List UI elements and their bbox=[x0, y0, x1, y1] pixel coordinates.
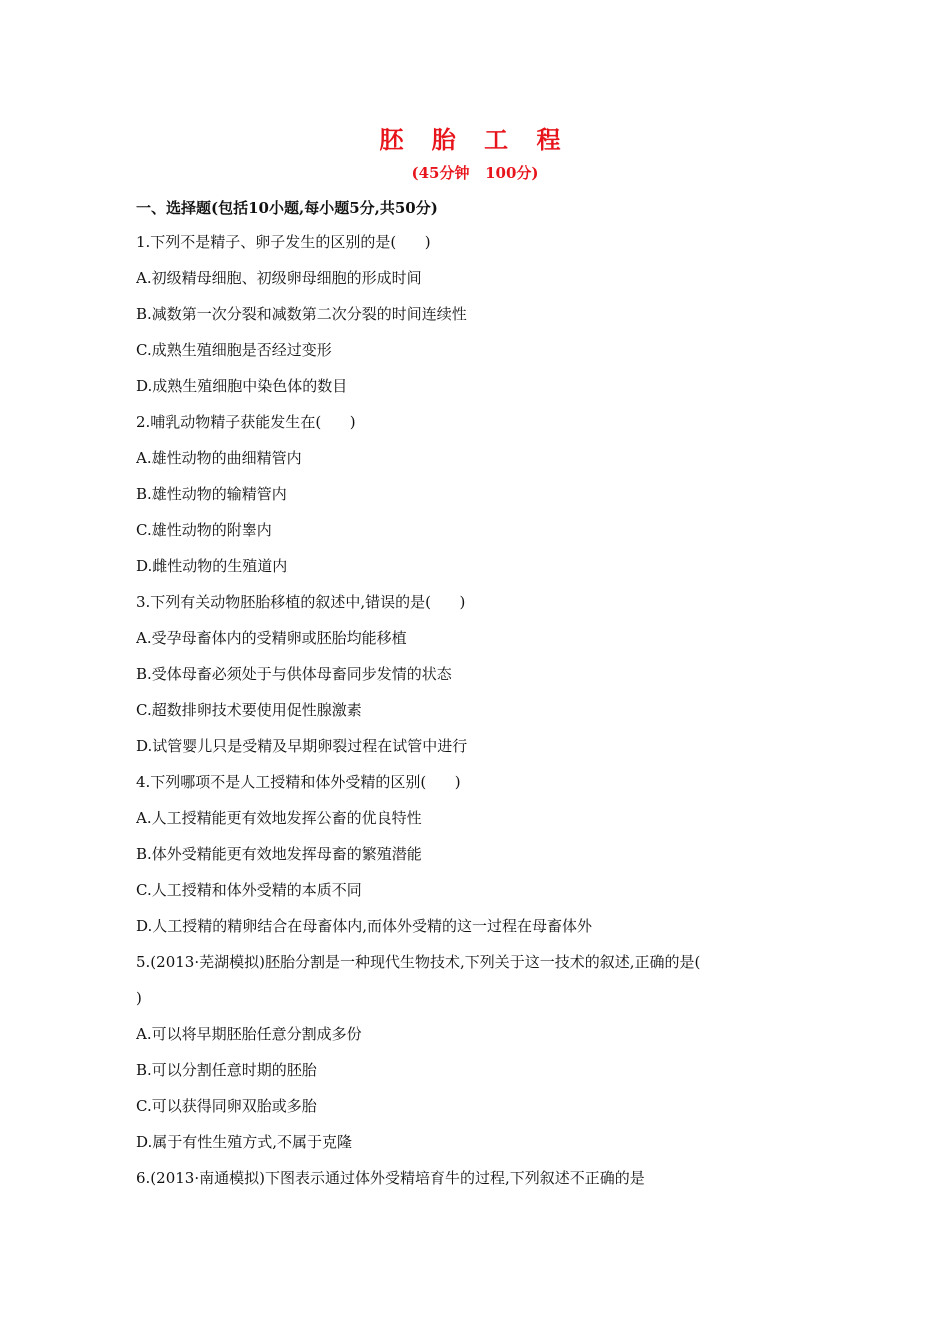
question-5-option-c: C.可以获得同卵双胎或多胎 bbox=[136, 1097, 317, 1115]
question-5-option-d: D.属于有性生殖方式,不属于克隆 bbox=[136, 1133, 353, 1151]
question-4-option-b: B.体外受精能更有效地发挥母畜的繁殖潜能 bbox=[136, 845, 422, 863]
question-3-option-b: B.受体母畜必须处于与供体母畜同步发情的状态 bbox=[136, 665, 452, 683]
question-5-option-a: A.可以将早期胚胎任意分割成多份 bbox=[136, 1025, 362, 1043]
question-2-option-b: B.雄性动物的输精管内 bbox=[136, 485, 287, 503]
question-5-option-b: B.可以分割任意时期的胚胎 bbox=[136, 1061, 317, 1079]
question-3-option-a: A.受孕母畜体内的受精卵或胚胎均能移植 bbox=[136, 629, 407, 647]
question-5-stem-continued: ) bbox=[136, 989, 142, 1007]
question-1-stem: 1.下列不是精子、卵子发生的区别的是( ) bbox=[136, 233, 431, 251]
section-heading: 一、选择题(包括10小题,每小题5分,共50分) bbox=[136, 199, 438, 217]
question-2-option-d: D.雌性动物的生殖道内 bbox=[136, 557, 288, 575]
question-4-stem: 4.下列哪项不是人工授精和体外受精的区别( ) bbox=[136, 773, 461, 791]
time-score-subtitle: (45分钟 100分) bbox=[411, 164, 539, 182]
question-4-option-d: D.人工授精的精卵结合在母畜体内,而体外受精的这一过程在母畜体外 bbox=[136, 917, 593, 935]
question-1-option-c: C.成熟生殖细胞是否经过变形 bbox=[136, 341, 332, 359]
question-1-option-d: D.成熟生殖细胞中染色体的数目 bbox=[136, 377, 348, 395]
question-5-stem: 5.(2013·芜湖模拟)胚胎分割是一种现代生物技术,下列关于这一技术的叙述,正确的是( bbox=[136, 953, 701, 971]
question-6-stem: 6.(2013·南通模拟)下图表示通过体外受精培育牛的过程,下列叙述不正确的是 bbox=[136, 1169, 645, 1187]
question-3-option-c: C.超数排卵技术要使用促性腺激素 bbox=[136, 701, 362, 719]
question-2-stem: 2.哺乳动物精子获能发生在( ) bbox=[136, 413, 356, 431]
page-title: 胚 胎 工 程 bbox=[379, 125, 571, 154]
question-3-option-d: D.试管婴儿只是受精及早期卵裂过程在试管中进行 bbox=[136, 737, 468, 755]
question-list bbox=[136, 232, 826, 1204]
question-3-stem: 3.下列有关动物胚胎移植的叙述中,错误的是( ) bbox=[136, 593, 466, 611]
question-4-option-a: A.人工授精能更有效地发挥公畜的优良特性 bbox=[136, 809, 422, 827]
question-1-option-b: B.减数第一次分裂和减数第二次分裂的时间连续性 bbox=[136, 305, 467, 323]
question-2-option-a: A.雄性动物的曲细精管内 bbox=[136, 449, 302, 467]
question-4-option-c: C.人工授精和体外受精的本质不同 bbox=[136, 881, 362, 899]
question-2-option-c: C.雄性动物的附睾内 bbox=[136, 521, 272, 539]
question-1-option-a: A.初级精母细胞、初级卵母细胞的形成时间 bbox=[136, 269, 422, 287]
